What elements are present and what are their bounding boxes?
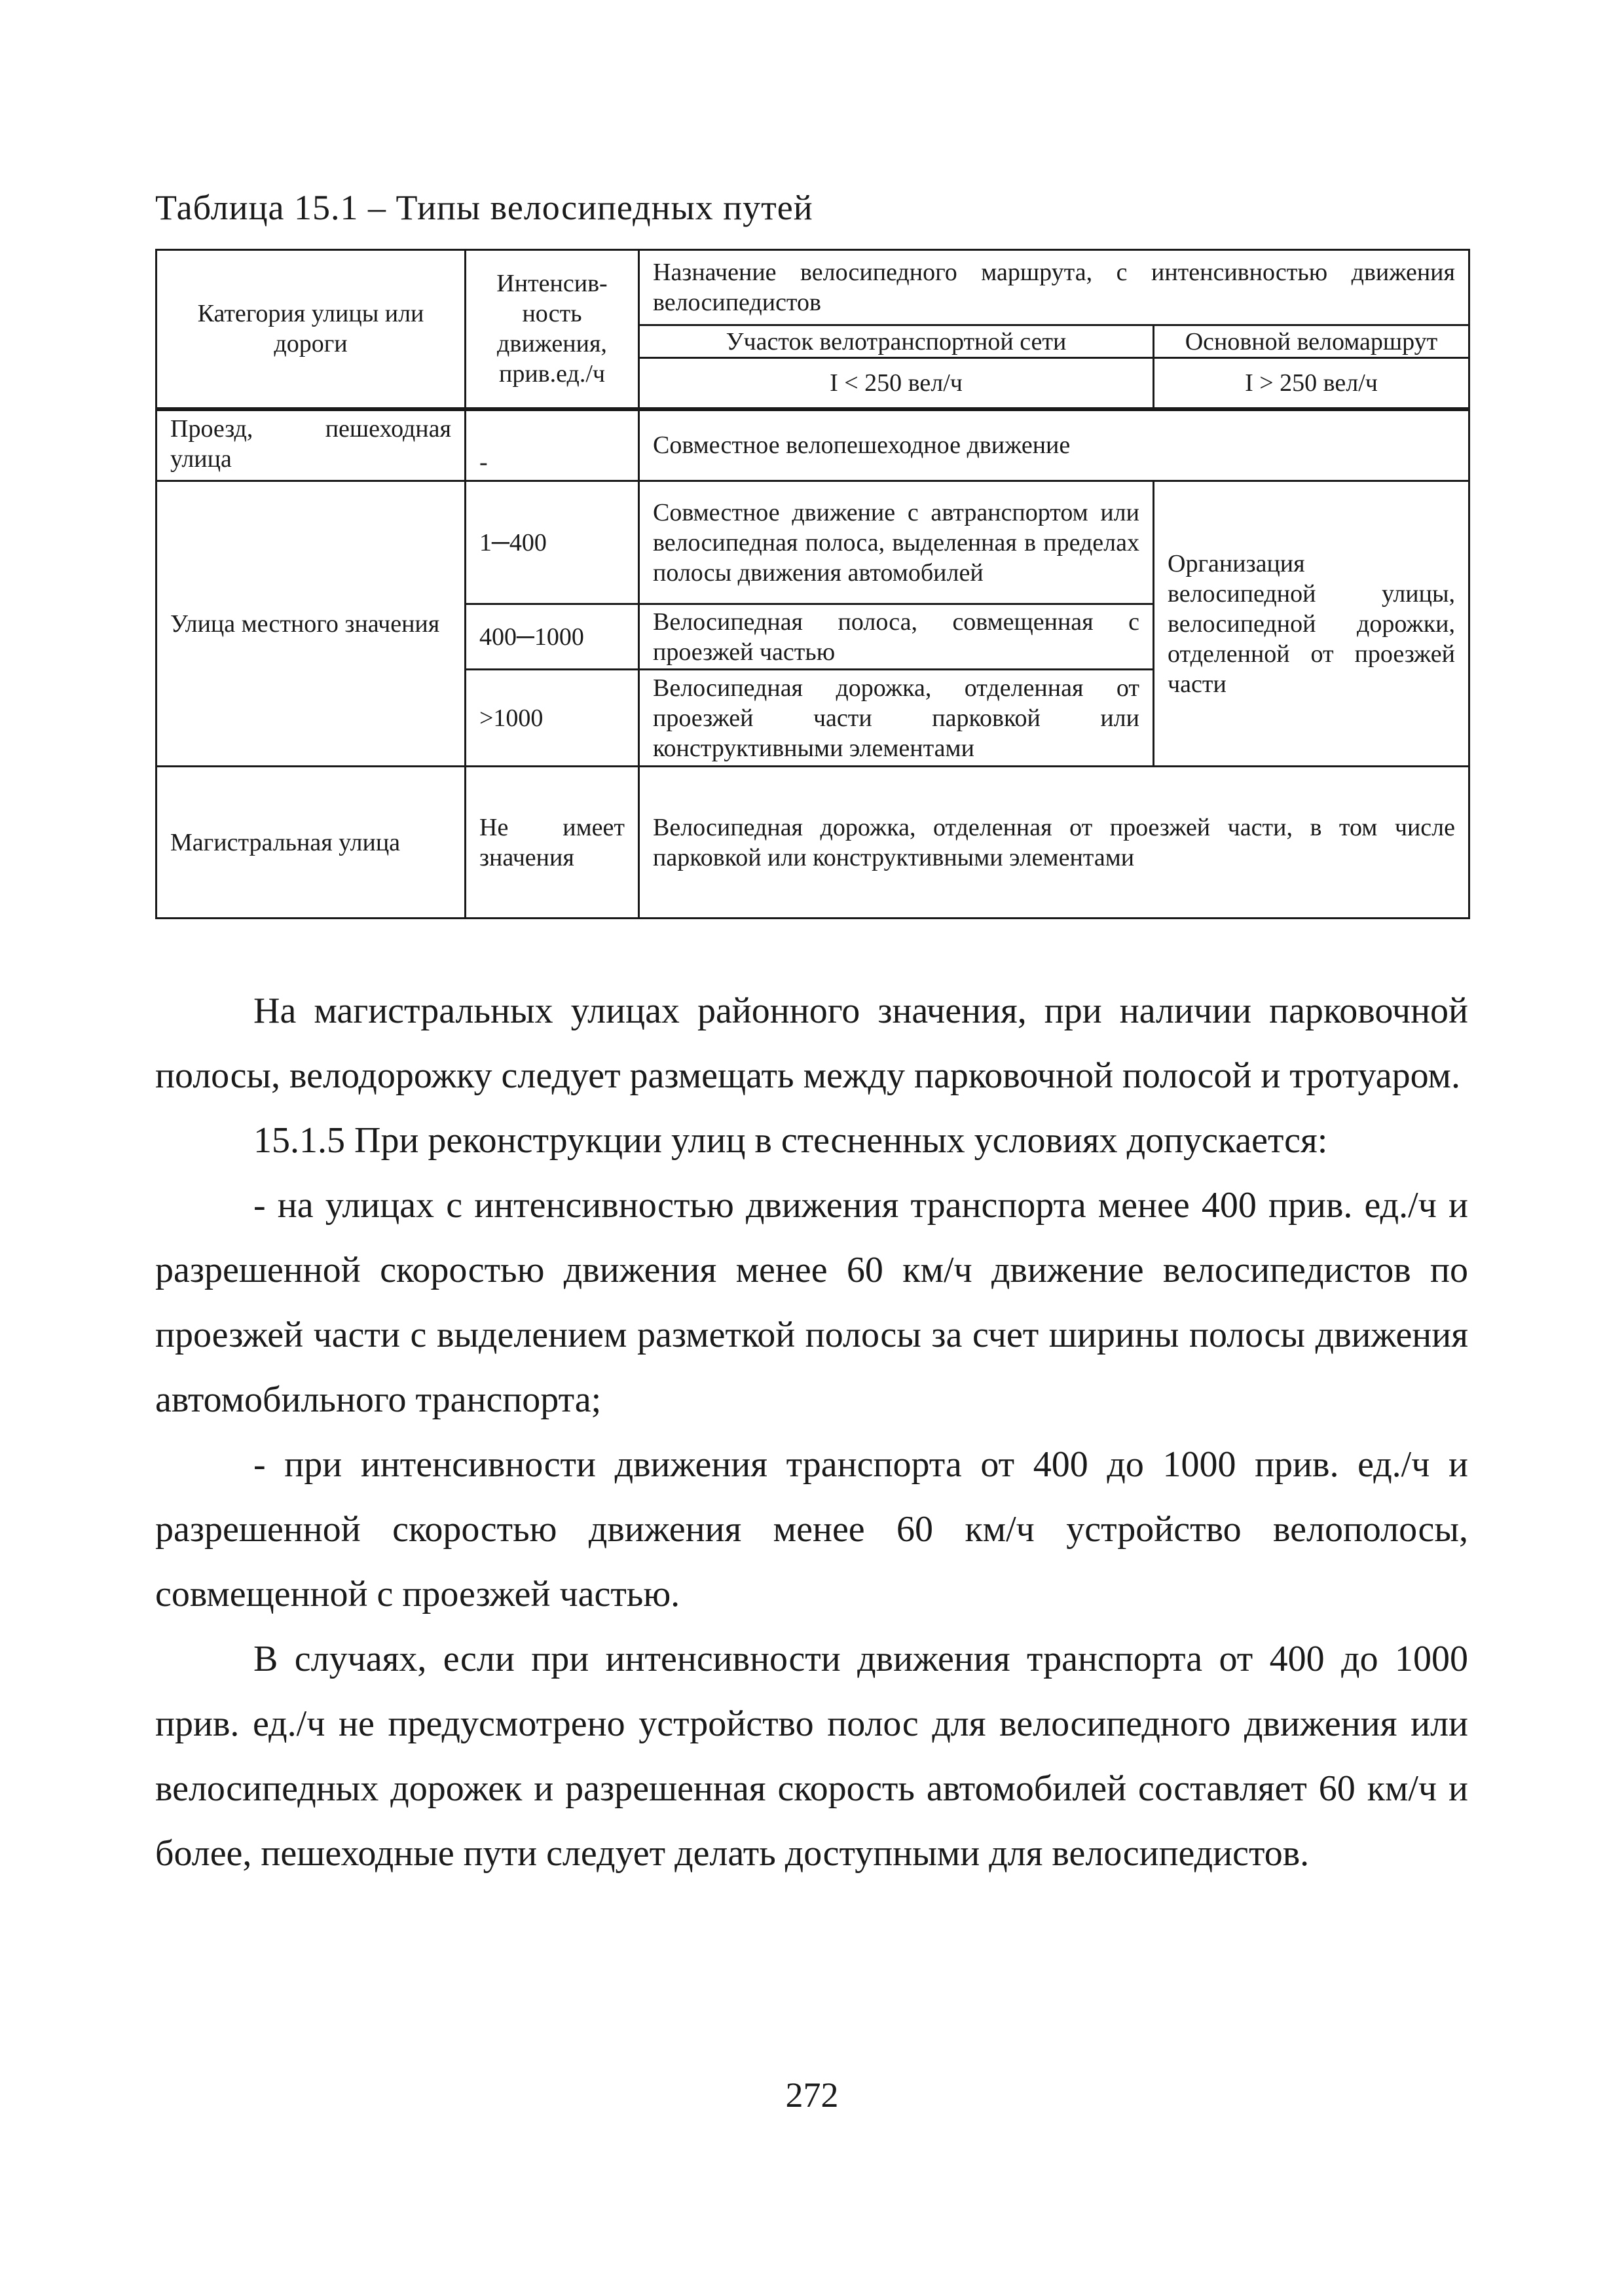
row-arterial-purpose: Велосипедная дорожка, отделенная от проезжей части, в том числе парковкой или конструктивными элементами [639, 767, 1469, 919]
paragraph: В случаях, если при интенсивности движения транспорта от 400 до 1000 прив. ед./ч не предусмотрено устройство полос для велосипедного движения или велосипедных дорожек и разрешенная скорость автомобилей составляет 60 км/ч и более, пешеходные пути следует делать доступными для велосипедистов. [155, 1639, 1468, 1874]
row-local-purpose-2: Велосипедная полоса, совмещенная с проезжей частью [639, 604, 1154, 670]
table-row [157, 767, 1469, 919]
row-local-purpose-3: Велосипедная дорожка, отделенная от проезжей части парковкой или конструктивными элементами [639, 670, 1154, 767]
header-section-intensity: I < 250 вел/ч [639, 358, 1154, 409]
row-driveway-intensity: - [466, 409, 639, 481]
row-arterial-intensity: Не имеет значения [466, 767, 639, 919]
row-driveway-category [157, 409, 466, 481]
header-category: Категория улицы или дороги [157, 250, 466, 409]
row-driveway-purpose: Совместное велопешеходное движение [639, 409, 1469, 481]
row-local-category: Улица местного значения [157, 481, 466, 767]
row-local-intensity-1: 1─400 [466, 481, 639, 604]
table-row [157, 481, 1469, 604]
header-intensity: Интенсив-ность движения, прив.ед./ч [466, 250, 639, 409]
paragraph: 15.1.5 При реконструкции улиц в стесненных условиях допускается: [253, 1120, 1328, 1161]
bicycle-paths-table [155, 249, 1470, 919]
table-caption: Таблица 15.1 – Типы велосипедных путей [155, 188, 813, 227]
header-main-route: Основной веломаршрут [1154, 325, 1469, 358]
header-main-intensity: I > 250 вел/ч [1154, 358, 1469, 409]
paragraph: - при интенсивности движения транспорта от 400 до 1000 прив. ед./ч и разрешенной скоростью движения менее 60 км/ч устройство велополосы, совмещенной с проезжей частью. [155, 1444, 1468, 1614]
page-number: 272 [785, 2075, 839, 2115]
paragraph: На магистральных улицах районного значения, при наличии парковочной полосы, велодорожку следует размещать между парковочной полосой и тротуаром. [155, 991, 1468, 1096]
header-purpose: Назначение велосипедного маршрута, с интенсивностью движения велосипедистов [639, 250, 1469, 325]
table-row [157, 409, 1469, 481]
row-local-main-route: Организация велосипедной улицы, велосипедной дорожки, отделенной от проезжей части [1154, 481, 1469, 767]
row-local-purpose-1: Совместное движение с автранспортом или велосипедная полоса, выделенная в пределах полосы движения автомобилей [639, 481, 1154, 604]
body-text [155, 979, 1468, 1886]
paragraph: - на улицах с интенсивностью движения транспорта менее 400 прив. ед./ч и разрешенной скоростью движения менее 60 км/ч движение велосипедистов по проезжей части с выделением разметкой полосы за счет ширины полосы движения автомобильного транспорта; [155, 1185, 1468, 1420]
row-local-intensity-3: >1000 [466, 670, 639, 767]
row-local-intensity-2: 400─1000 [466, 604, 639, 670]
row-arterial-category: Магистральная улица [157, 767, 466, 919]
header-section: Участок велотранспортной сети [639, 325, 1154, 358]
row-driveway-category-text: Проезд, пешеходная улица [170, 414, 451, 473]
